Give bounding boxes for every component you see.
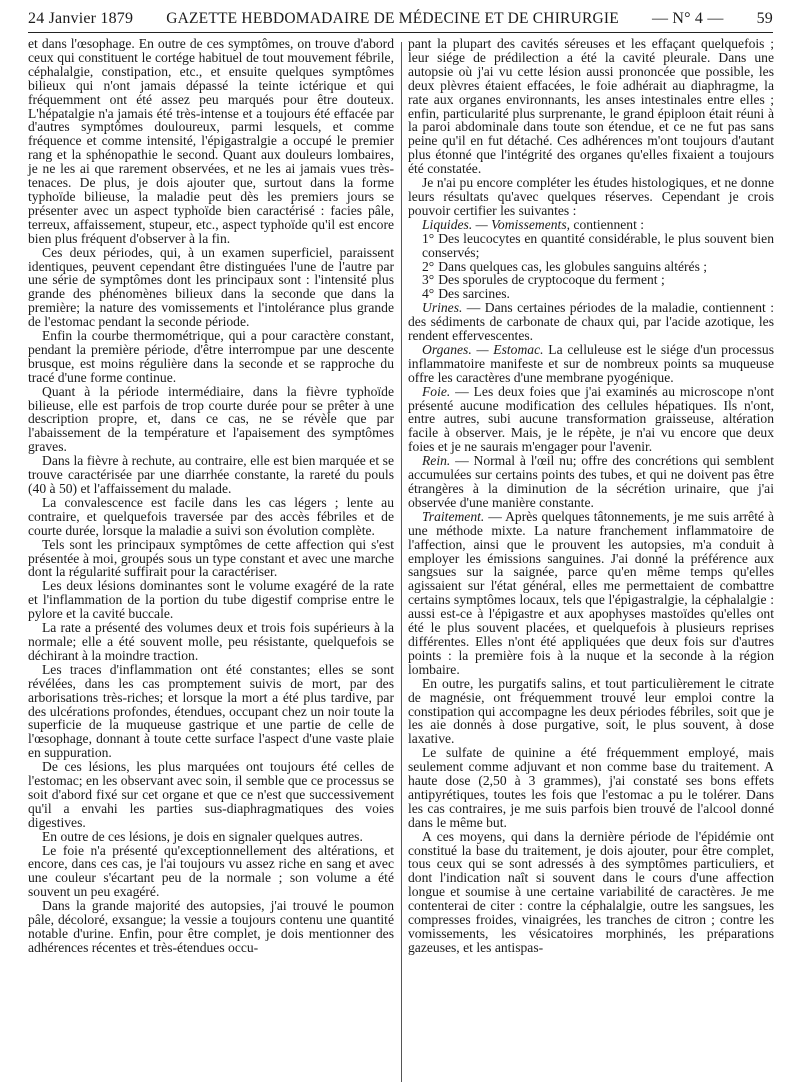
section-urines — [408, 301, 774, 343]
list-marker: 1° — [422, 230, 435, 246]
paragraph: Quant à la période intermédiaire, dans la fièvre typhoïde bilieuse, elle est parfois de trop courte durée pour se prêter à une description propre, et, dans ce cas, ne se révèle que par l'abaissement de la température et l'apaisement des symptômes graves. — [28, 383, 394, 455]
list-text: Des sporules de cryptocoque du ferment ; — [438, 272, 665, 288]
section-traitement — [408, 510, 774, 677]
paragraph: De ces lésions, les plus marquées ont toujours été celles de l'estomac; en les observant avec soin, il semble que ce processus se soit d'abord fixé sur cet organe et que ce n'est que successivement qu'il a envahi les parties sus-diaphragmatiques des voies digestives. — [28, 759, 394, 830]
section-heading: Organes. — Estomac. — [422, 341, 544, 357]
list-marker: 3° — [422, 272, 435, 288]
list-item — [408, 260, 774, 274]
section-text: — Normal à l'œil nu; offre des concrétions qui semblent accumulées sur certains points des tubes, et qui ne doivent pas être étrangères à la diminution de la sécrétion urinaire, que j'ai observée d'une manière constante. — [408, 453, 774, 510]
header-rule — [28, 32, 773, 33]
journal-title: GAZETTE HEBDOMADAIRE DE MÉDECINE ET DE CHIRURGIE — [166, 10, 619, 27]
paragraph: La rate a présenté des volumes deux et trois fois supérieurs à la normale; elle a été souvent molle, peu résistante, quelquefois se déchirant à la moindre traction. — [28, 620, 394, 663]
paragraph: Enfin la courbe thermométrique, qui a pour caractère constant, pendant la première période, d'être interrompue par une descente brusque, est moins régulière dans la seconde et se rapproche du tracé d'une forme continue. — [28, 328, 394, 385]
column-divider — [401, 42, 402, 1082]
paragraph: et dans l'œsophage. En outre de ces symptômes, on trouve d'abord ceux qui constituent le cortége habituel de tout mouvement fébrile, céphalalgie, constipation, etc., et ensuite quelques symptômes bilieux qui n'ont jamais dépassé la teinte ictérique et qui fréquemment ont été assez peu marqués pour être douteux. L'hépatalgie n'a jamais été très-intense et a toujours été effacée par d'autres symptômes douloureux, parmi lesquels, et comme fréquence et comme intensité, l'épigastralgie a occupé le premier rang et la sphénopathie le second. Quant aux douleurs lombaires, je ne les ai que rarement observées, et ne les ai jamais vues très-tenaces. De plus, je dois ajouter que, surtout dans la forme typhoïde bilieuse, la maladie peut dès les premiers jours se présenter avec un aspect typhoïde bien caractérisé : facies pâle, terreux, affaissement, stupeur, etc., aspect typhoïde qu'il est encore bien plus fréquent d'observer à la fin. — [28, 36, 394, 246]
section-heading: Urines. — [422, 300, 463, 316]
section-text: contiennent : — [570, 216, 645, 232]
list-text: Des leucocytes en quantité considérable, le plus souvent bien conservés; — [422, 230, 774, 260]
paragraph: Le foie n'a présenté qu'exceptionnellement des altérations, et encore, dans ces cas, je l'ai toujours vu assez riche en sang et avec une couleur s'écartant peu de la normale ; son volume a été souvent un peu exagéré. — [28, 842, 394, 900]
paragraph: Je n'ai pu encore compléter les études histologiques, et ne donne leurs résultats qu'avec quelques réserves. Cependant je crois pouvoir certifier les suivantes : — [408, 175, 774, 218]
paragraph: Dans la fièvre à rechute, au contraire, elle est bien marquée et se trouve caractérisée par une diarrhée constante, la rareté du pouls (40 à 50) et l'affaissement du malade. — [28, 453, 394, 496]
paragraph: pant la plupart des cavités séreuses et les effaçant quelquefois ; leur siége de prédilection a été la cavité pleurale. Dans une autopsie où j'ai vu cette lésion aussi prononcée que possible, les deux plèvres étaient effacées, le foie adhérait au diaphragme, la rate aux organes environnants, les anses intestinales entre elles ; enfin, particularité plus surprenante, le grand épiploon était réuni à la paroi abdominale dans toute son étendue, et ce ne fut pas sans peine qu'il en fut détaché. Ces adhérences m'ont toujours d'autant plus étonné que l'intégrité des organes qu'elles fixaient a toujours été constatée. — [408, 36, 774, 177]
paragraph: A ces moyens, qui dans la dernière période de l'épidémie ont constitué la base du traitement, je dois ajouter, pour être complet, tous ceux qui se sont adressés à des symptômes particuliers, et dont l'indication naît si souvent dans le cours d'une affection longue et soumise à une certaine variabilité de caractères. Je me contenterai de citer : contre la céphalalgie, outre les sangsues, les compresses froides, vinaigrées, les tranches de citron ; contre les vomissements, les vésicatoires morphinés, les préparations gazeuses, et les antispas- — [408, 828, 774, 955]
section-text: — Dans certaines périodes de la maladie, contiennent : des sédiments de carbonate de chaux qui, par l'acide azotique, les rendent effervescentes. — [408, 300, 774, 344]
running-head — [28, 0, 773, 30]
paragraph: La convalescence est facile dans les cas légers ; lente au contraire, et quelquefois traversée par des accès fébriles et de courte durée, lorsque la maladie a suivi son évolution complète. — [28, 494, 394, 538]
paragraph: Le sulfate de quinine a été fréquemment employé, mais seulement comme adjuvant et non comme base du traitement. A haute dose (2,50 à 3 grammes), j'ai constaté ses bons effets antipyrétiques, toutes les fois que l'estomac a pu le tolérer. Dans les cas contraires, je me suis parfois bien trouvé de l'alcool donné dans le même but. — [408, 745, 774, 830]
section-text: — Après quelques tâtonnements, je me suis arrêté à une méthode mixte. La nature franchement inflammatoire de l'affection, ainsi que le prouvent les autopsies, m'a conduit à employer les émissions sanguines. J'ai donné la préférence aux sangsues sur la saignée, parce qu'en même temps qu'elles agissaient sur l'état général, elles me permettaient de combattre certains symptômes locaux, tels que l'épigastralgie, la céphalalgie : aussi est-ce à l'épigastre et aux apophyses mastoïdes qu'elles ont été le plus souvent placées, et quelquefois à plusieurs reprises différentes. Elles n'ont été appliquées que deux fois sur d'autres points : la première fois à la nuque et la seconde à la région lombaire. — [408, 508, 774, 677]
paragraph: En outre, les purgatifs salins, et tout particulièrement le citrate de magnésie, ont fréquemment trouvé leur emploi contre la constipation qui accompagne les deux périodes fébriles, soit que je les aie donnés à dose purgative, soit, le plus souvent, à dose laxative. — [408, 675, 774, 747]
paragraph: Les deux lésions dominantes sont le volume exagéré de la rate et l'inflammation de la portion du tube digestif comprise entre le pylore et la cavité buccale. — [28, 578, 394, 622]
paragraph: En outre de ces lésions, je dois en signaler quelques autres. — [42, 828, 363, 844]
page-number: 59 — [756, 10, 773, 27]
paragraph: Ces deux périodes, qui, à un examen superficiel, paraissent identiques, peuvent cependant être distinguées l'une de l'autre par une série de symptômes dont les principaux sont : l'intensité plus grande des phénomènes bilieux dans la seconde que dans la première; la nature des vomissements et l'intolérance plus grande de l'estomac pendant la seconde période. — [28, 244, 394, 330]
section-heading: Liquides. — Vomissements, — [422, 216, 571, 232]
list-text: Dans quelques cas, les globules sanguins altérés ; — [438, 258, 708, 274]
list-text: Des sarcines. — [438, 286, 510, 302]
section-text: — Les deux foies que j'ai examinés au microscope n'ont présenté aucune modification des cellules hépatiques. Ils n'ont, entre autres, subi aucune transformation graisseuse, altération facile à observer. Mais, je le répète, je n'ai vu encore que deux foies et je ne saurais m'engager pour l'avenir. — [408, 383, 774, 455]
section-foie — [408, 385, 774, 455]
section-liquides — [408, 218, 774, 232]
right-column — [408, 37, 774, 955]
section-heading: Rein. — [422, 453, 451, 469]
section-organes — [408, 343, 774, 385]
paragraph: Les traces d'inflammation ont été constantes; elles se sont révélées, dans les cas promptement suivis de mort, par des arborisations très-riches; et lorsque la mort a été plus tardive, par des ulcérations profondes, étendues, occupant chez un noir toute la superficie de la muqueuse gastrique et une partie de celle de l'œsophage, donnant à toute cette surface l'aspect d'une vaste plaie en suppuration. — [28, 661, 394, 761]
section-text: La celluleuse est le siége d'un processus inflammatoire manifeste et sur de nombreux points sa muqueuse offre les caractères d'une membrane pyogénique. — [408, 341, 775, 385]
issue-date: 24 Janvier 1879 — [28, 10, 134, 27]
paragraph: Dans la grande majorité des autopsies, j'ai trouvé le poumon pâle, décoloré, exsangue; la vessie a toujours contenu une quantité notable d'urine. Enfin, pour être complet, je dois mentionner des adhérences récentes et très-étendues occu- — [28, 898, 394, 955]
issue-number: — N° 4 — — [651, 10, 724, 27]
left-column — [28, 37, 394, 955]
list-marker: 4° — [422, 286, 435, 302]
section-rein — [408, 454, 774, 510]
list-item — [408, 287, 774, 301]
list-item — [408, 232, 774, 260]
section-heading: Foie. — [422, 383, 451, 399]
paragraph: Tels sont les principaux symptômes de cette affection qui s'est présentée à moi, groupés sous un type constant et avec une marche dont la régularité suffirait pour la caractériser. — [28, 536, 394, 580]
list-marker: 2° — [422, 258, 435, 274]
section-heading: Traitement. — [422, 508, 485, 524]
list-item — [408, 273, 774, 287]
